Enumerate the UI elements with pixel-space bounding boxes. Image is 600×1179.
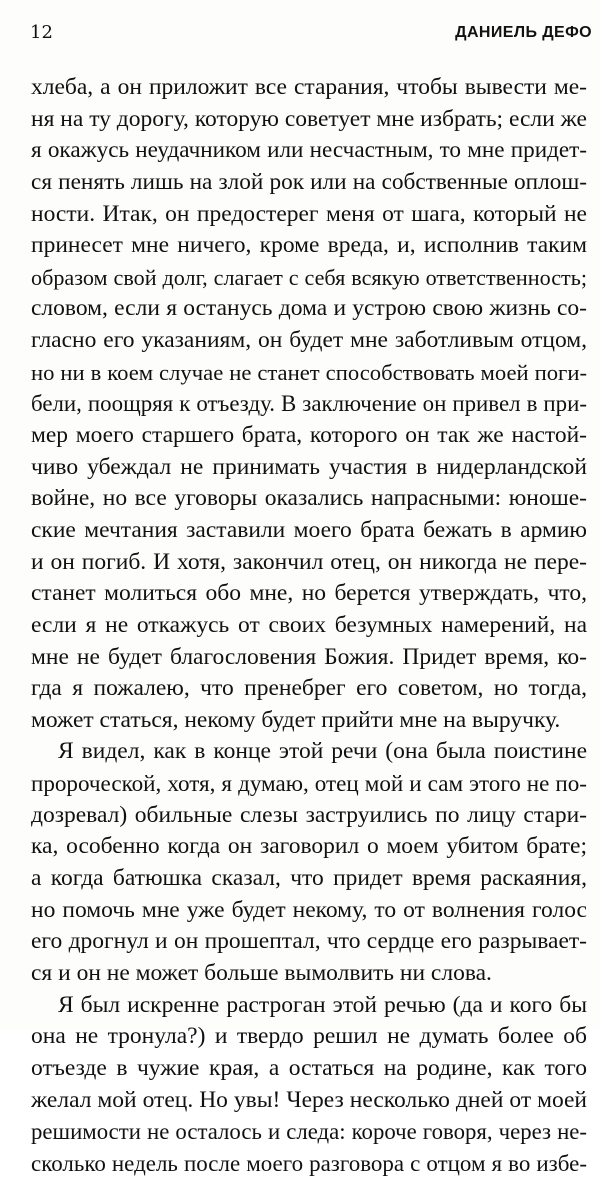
text-line: пророческой, хотя, я думаю, отец мой и сам этого не по- xyxy=(31,770,587,797)
text-line: его дрогнул и он прошептал, что сердце его разрывает- xyxy=(31,928,587,955)
text-line: станет молиться обо мне, но берется утверждать, что, xyxy=(31,580,587,607)
paragraph-start-line: Я был искренне растроган этой речью (да и кого бы xyxy=(58,991,587,1018)
text-line: мер моего старшего брата, которого он так же настой- xyxy=(31,422,587,449)
text-line: но ни в коем случае не станет способствовать моей поги- xyxy=(31,359,587,385)
text-line: словом, если я останусь дома и устрою свою жизнь со- xyxy=(31,295,587,322)
paragraph-end-line: ся и он не может больше вымолвить ни слова. xyxy=(31,959,492,986)
text-line: желал мой отец. Но увы! Через несколько дней от моей xyxy=(31,1086,587,1113)
text-line: ности. Итак, он предостерег меня от шага, который не xyxy=(31,200,587,227)
paragraph-start-line: Я видел, как в конце этой речи (она была поистине xyxy=(58,738,587,765)
text-line: решимости не осталось и следа: короче говоря, через не- xyxy=(31,1119,587,1145)
text-line: я окажусь неудачником или несчастным, то мне придет- xyxy=(31,137,587,164)
text-line: она не тронула?) и твердо решил не думать более об xyxy=(31,1023,587,1050)
text-line: но помочь мне уже будет некому, то от волнения голос xyxy=(31,896,587,923)
text-line: образом свой долг, слагает с себя всякую ответственность; xyxy=(31,264,587,290)
text-line: гласно его указаниям, он будет мне заботливым отцом, xyxy=(31,327,587,354)
text-line: войне, но все уговоры оказались напрасными: юноше- xyxy=(31,485,587,512)
running-title: ДАНИЕЛЬ ДЕФО xyxy=(455,24,592,41)
text-line: ские мечтания заставили моего брата бежать в армию xyxy=(31,516,587,543)
text-line: ня на ту дорогу, которую советует мне избрать; если же xyxy=(31,105,587,132)
text-line: а когда батюшка сказал, что придет время раскаяния, xyxy=(31,865,587,892)
text-line: сколько недель после моего разговора с отцом я во избе- xyxy=(31,1150,587,1176)
text-line: если я не откажусь от своих безумных намерений, на xyxy=(31,611,587,638)
text-line: чиво убеждал не принимать участия в нидерландской xyxy=(31,453,587,480)
text-line: хлеба, а он приложит все старания, чтобы вывести ме- xyxy=(31,74,587,100)
text-line: принесет мне ничего, кроме вреда, и, исполнив таким xyxy=(31,232,587,259)
page-header xyxy=(30,20,592,46)
text-line: бели, поощряя к отъезду. В заключение он привел в при- xyxy=(31,391,587,417)
text-line: гда я пожалею, что пренебрег его советом, но тогда, xyxy=(31,675,587,702)
text-line: отъезде в чужие края, а остаться на родине, как того xyxy=(31,1054,587,1081)
paragraph-end-line: может статься, некому будет прийти мне на выручку. xyxy=(31,706,561,733)
text-line: мне не будет благословения Божия. Придет время, ко- xyxy=(31,643,587,670)
page-number: 12 xyxy=(30,22,53,43)
text-line: ка, особенно когда он заговорил о моем убитом брате; xyxy=(31,833,587,860)
text-line: ся пенять лишь на злой рок или на собственные оплош- xyxy=(31,168,587,195)
text-line: и он погиб. И хотя, закончил отец, он никогда не пере- xyxy=(31,548,587,575)
body-text xyxy=(31,72,587,1179)
text-line: дозревал) обильные слезы заструились по лицу стари- xyxy=(31,801,587,828)
